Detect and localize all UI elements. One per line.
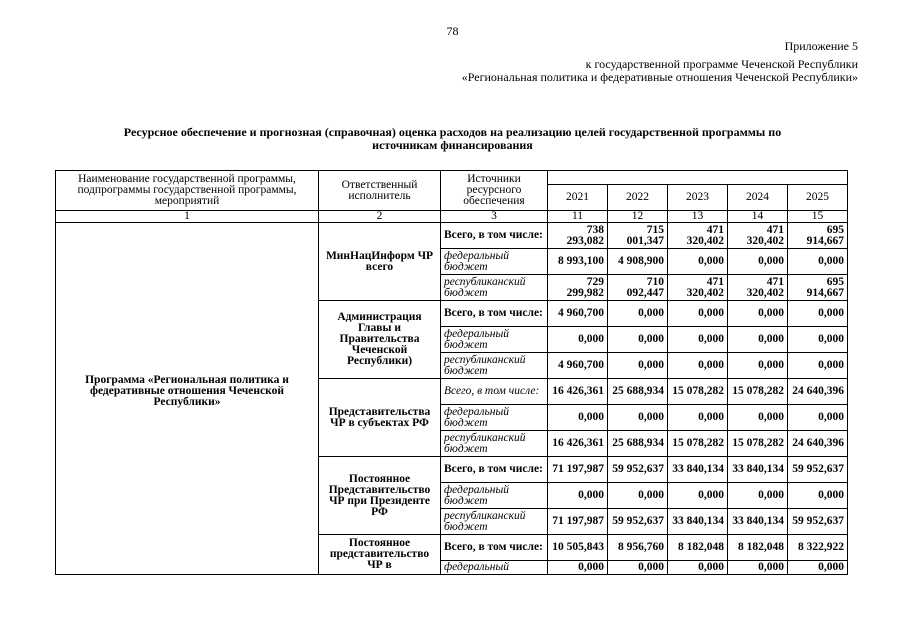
header-year: 2024 [728,185,788,211]
amount-cell: 8 182,048 [668,535,728,561]
funding-source: республиканский бюджет [441,509,548,535]
executor-name: Администрация Главы и Правительства Чеченской Республики) [319,301,441,379]
header-source: Источники ресурсного обеспечения [441,171,548,211]
amount-cell: 0,000 [608,301,668,327]
amount-cell: 738 293,082 [548,223,608,249]
appendix-label: Приложение 5 [784,39,858,53]
amount-cell: 71 197,987 [548,509,608,535]
amount-cell: 0,000 [788,327,848,353]
amount-cell: 33 840,134 [668,509,728,535]
column-number: 12 [608,211,668,223]
amount-cell: 471 320,402 [728,223,788,249]
amount-cell: 16 426,361 [548,431,608,457]
amount-cell: 0,000 [728,405,788,431]
header-executor: Ответственный исполнитель [319,171,441,211]
amount-cell: 0,000 [608,405,668,431]
amount-cell: 729 299,982 [548,275,608,301]
amount-cell: 0,000 [668,301,728,327]
page-number: 78 [446,24,459,38]
amount-cell: 4 960,700 [548,353,608,379]
amount-cell: 4 908,900 [608,249,668,275]
amount-cell: 8 993,100 [548,249,608,275]
amount-cell: 0,000 [608,353,668,379]
amount-cell: 24 640,396 [788,379,848,405]
amount-cell: 0,000 [788,405,848,431]
amount-cell: 0,000 [668,353,728,379]
funding-source: Всего, в том числе: [441,535,548,561]
funding-source: Всего, в том числе: [441,223,548,249]
amount-cell: 0,000 [728,353,788,379]
funding-source: Всего, в том числе: [441,457,548,483]
funding-source: федеральный бюджет [441,327,548,353]
amount-cell: 471 320,402 [668,223,728,249]
amount-cell: 0,000 [608,483,668,509]
amount-cell: 59 952,637 [788,457,848,483]
amount-cell: 0,000 [788,301,848,327]
funding-source: федеральный бюджет [441,405,548,431]
amount-cell: 0,000 [788,561,848,575]
column-number: 14 [728,211,788,223]
funding-source: федеральный бюджет [441,249,548,275]
amount-cell: 8 956,760 [608,535,668,561]
amount-cell: 15 078,282 [728,431,788,457]
executor-name: Представительства ЧР в субъектах РФ [319,379,441,457]
amount-cell: 715 001,347 [608,223,668,249]
amount-cell: 59 952,637 [788,509,848,535]
amount-cell: 33 840,134 [728,509,788,535]
column-number: 1 [56,211,319,223]
amount-cell: 0,000 [548,561,608,575]
funding-source: федеральный [441,561,548,575]
amount-cell: 471 320,402 [728,275,788,301]
funding-source: республиканский бюджет [441,275,548,301]
amount-cell: 16 426,361 [548,379,608,405]
amount-cell: 0,000 [668,483,728,509]
column-number: 11 [548,211,608,223]
appendix-program-title: «Региональная политика и федеративные отношения Чеченской Республики» [461,70,858,84]
amount-cell: 0,000 [548,327,608,353]
amount-cell: 0,000 [608,327,668,353]
amount-cell: 0,000 [608,561,668,575]
amount-cell: 33 840,134 [728,457,788,483]
funding-source: республиканский бюджет [441,353,548,379]
amount-cell: 0,000 [788,353,848,379]
appendix-program-ref: к государственной программе Чеченской Республики [585,57,858,71]
amount-cell: 15 078,282 [728,379,788,405]
amount-cell: 0,000 [668,327,728,353]
column-number: 13 [668,211,728,223]
amount-cell: 0,000 [728,483,788,509]
header-years-band [548,171,848,185]
header-year: 2025 [788,185,848,211]
executor-name: МинНацИнформ ЧР всего [319,223,441,301]
executor-name: Постоянное представительство ЧР в [319,535,441,575]
header-year: 2023 [668,185,728,211]
funding-source: Всего, в том числе: [441,379,548,405]
amount-cell: 15 078,282 [668,431,728,457]
amount-cell: 0,000 [668,405,728,431]
amount-cell: 695 914,667 [788,223,848,249]
amount-cell: 0,000 [728,249,788,275]
amount-cell: 8 182,048 [728,535,788,561]
amount-cell: 4 960,700 [548,301,608,327]
amount-cell: 0,000 [548,405,608,431]
amount-cell: 0,000 [728,327,788,353]
amount-cell: 33 840,134 [668,457,728,483]
amount-cell: 0,000 [548,483,608,509]
amount-cell: 0,000 [788,483,848,509]
column-number: 15 [788,211,848,223]
amount-cell: 0,000 [668,561,728,575]
amount-cell: 15 078,282 [668,379,728,405]
amount-cell: 10 505,843 [548,535,608,561]
amount-cell: 8 322,922 [788,535,848,561]
program-name: Программа «Региональная политика и федеративные отношения Чеченской Республики» [56,223,319,575]
amount-cell: 24 640,396 [788,431,848,457]
column-number: 3 [441,211,548,223]
column-number: 2 [319,211,441,223]
document-title: Ресурсное обеспечение и прогнозная (справочная) оценка расходов на реализацию целей государственной программы по источникам финансирования [123,125,782,152]
amount-cell: 71 197,987 [548,457,608,483]
table-row [56,223,848,249]
amount-cell: 471 320,402 [668,275,728,301]
funding-source: Всего, в том числе: [441,301,548,327]
amount-cell: 59 952,637 [608,457,668,483]
amount-cell: 25 688,934 [608,379,668,405]
header-year: 2022 [608,185,668,211]
amount-cell: 0,000 [668,249,728,275]
amount-cell: 0,000 [788,249,848,275]
amount-cell: 0,000 [728,561,788,575]
resource-table [55,170,848,575]
funding-source: федеральный бюджет [441,483,548,509]
amount-cell: 0,000 [728,301,788,327]
amount-cell: 710 092,447 [608,275,668,301]
funding-source: республиканский бюджет [441,431,548,457]
amount-cell: 25 688,934 [608,431,668,457]
header-year: 2021 [548,185,608,211]
executor-name: Постоянное Представительство ЧР при Президенте РФ [319,457,441,535]
amount-cell: 695 914,667 [788,275,848,301]
header-name: Наименование государственной программы, подпрограммы государственной программы, мероприятий [56,171,319,211]
amount-cell: 59 952,637 [608,509,668,535]
